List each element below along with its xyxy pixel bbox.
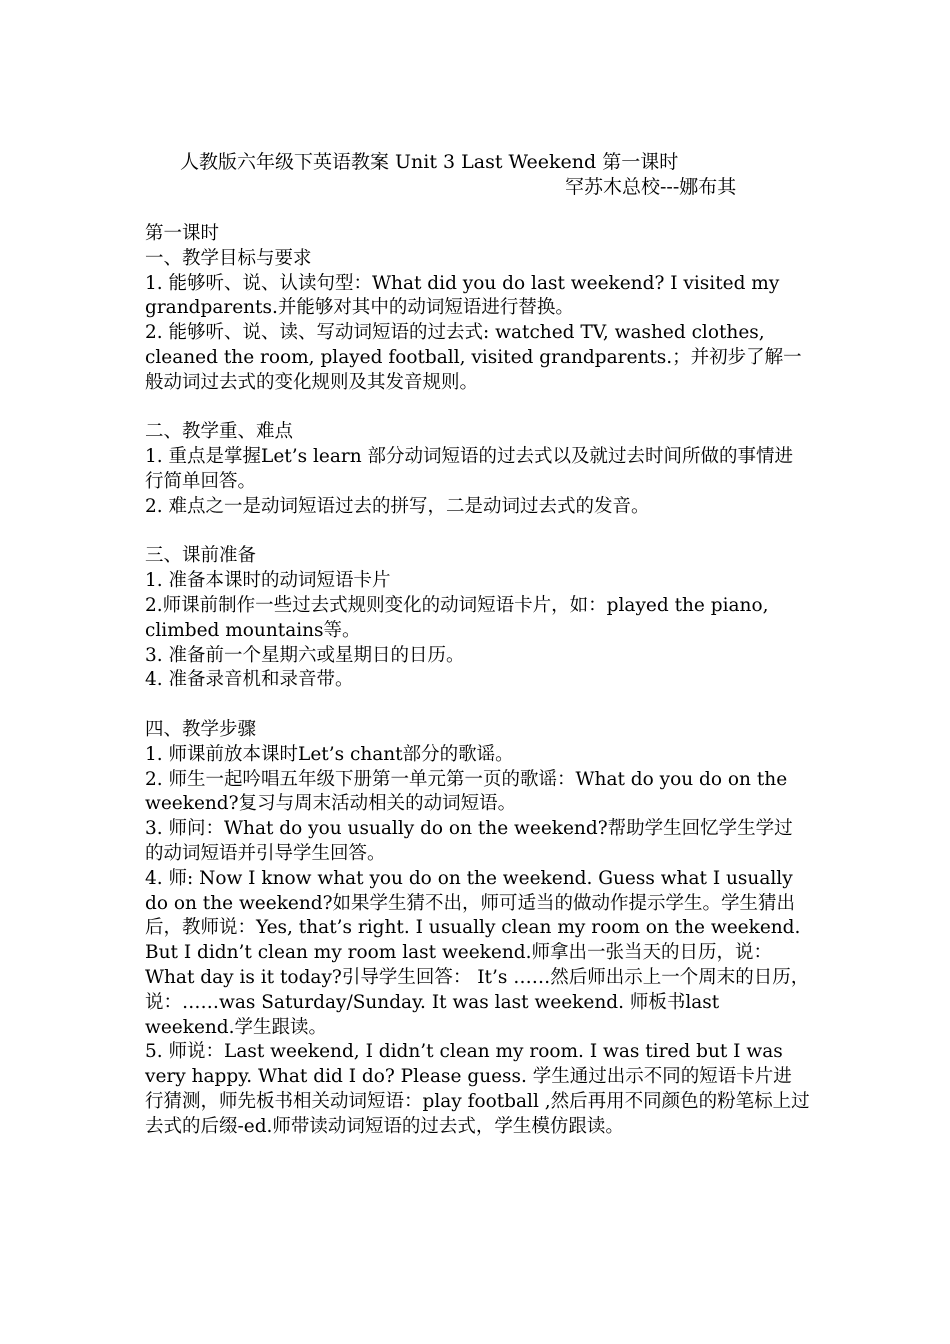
step-item: 2. 师生一起吟唱五年级下册第一单元第一页的歌谣：What do you do on the weekend?复习与周末活动相关的动词短语。 xyxy=(145,768,788,815)
key-point-item: 2. 难点之一是动词短语过去的拼写，二是动词过去式的发音。 xyxy=(145,495,650,517)
document-body xyxy=(145,222,810,1139)
preparation-item: 4. 准备录音机和录音带。 xyxy=(145,669,354,691)
preparation-item: 1. 准备本课时的动词短语卡片 xyxy=(145,570,391,592)
document-author: 罕苏木总校---娜布其 xyxy=(565,176,737,198)
preparation-item: 2.师课前制作一些过去式规则变化的动词短语卡片，如：played the piano, climbed mountains等。 xyxy=(145,594,769,641)
section-heading-preparation: 三、课前准备 xyxy=(145,545,257,567)
document-title: 人教版六年级下英语教案 Unit 3 Last Weekend 第一课时 xyxy=(180,151,679,173)
step-item: 3. 师问：What do you usually do on the weekend?帮助学生回忆学生学过的动词短语并引导学生回答。 xyxy=(145,818,793,864)
preparation-item: 3. 准备前一个星期六或星期日的日历。 xyxy=(145,644,465,666)
step-item: 5. 师说：Last weekend, I didn’t clean my room. I was tired but I was very happy. What did I do? Please guess. 学生通过出示不同的短语卡片进行猜测，师先板书相关动词短语：play football ,然后再用不同颜色的粉笔标上过去式的后缀-ed.师带读动词短语的过去式，学生模仿跟读。 xyxy=(145,1041,810,1137)
objective-item: 2. 能够听、说、读、写动词短语的过去式: watched TV, washed clothes, cleaned the room, played football, visited grandparents.；并初步了解一般动词过去式的变化规则及其发音规则。 xyxy=(145,322,802,393)
lesson-label: 第一课时 xyxy=(145,223,220,244)
section-heading-steps: 四、教学步骤 xyxy=(145,718,257,740)
objective-item: 1. 能够听、说、认读句型：What did you do last weekend? I visited my grandparents.并能够对其中的动词短语进行替换。 xyxy=(145,272,780,319)
step-item: 1. 师课前放本课时Let’s chant部分的歌谣。 xyxy=(145,743,514,765)
section-heading-objectives: 一、教学目标与要求 xyxy=(145,247,312,269)
step-item: 4. 师: Now I know what you do on the weekend. Guess what I usually do on the weekend?如果学生猜不出，师可适当的做动作提示学生。学生猜出后，教师说：Yes, that’s right. I usually clean my room on the weekend. But I didn’t clean my room last weekend.师拿出一张当天的日历，说：What day is it today?引导学生回答： It’s ……然后师出示上一个周末的日历，说：……was Saturday/Sunday. It was last weekend. 师板书last weekend.学生跟读。 xyxy=(145,867,810,1038)
key-point-item: 1. 重点是掌握Let’s learn 部分动词短语的过去式以及就过去时间所做的事情进行简单回答。 xyxy=(145,446,793,492)
section-heading-key-points: 二、教学重、难点 xyxy=(145,421,294,443)
